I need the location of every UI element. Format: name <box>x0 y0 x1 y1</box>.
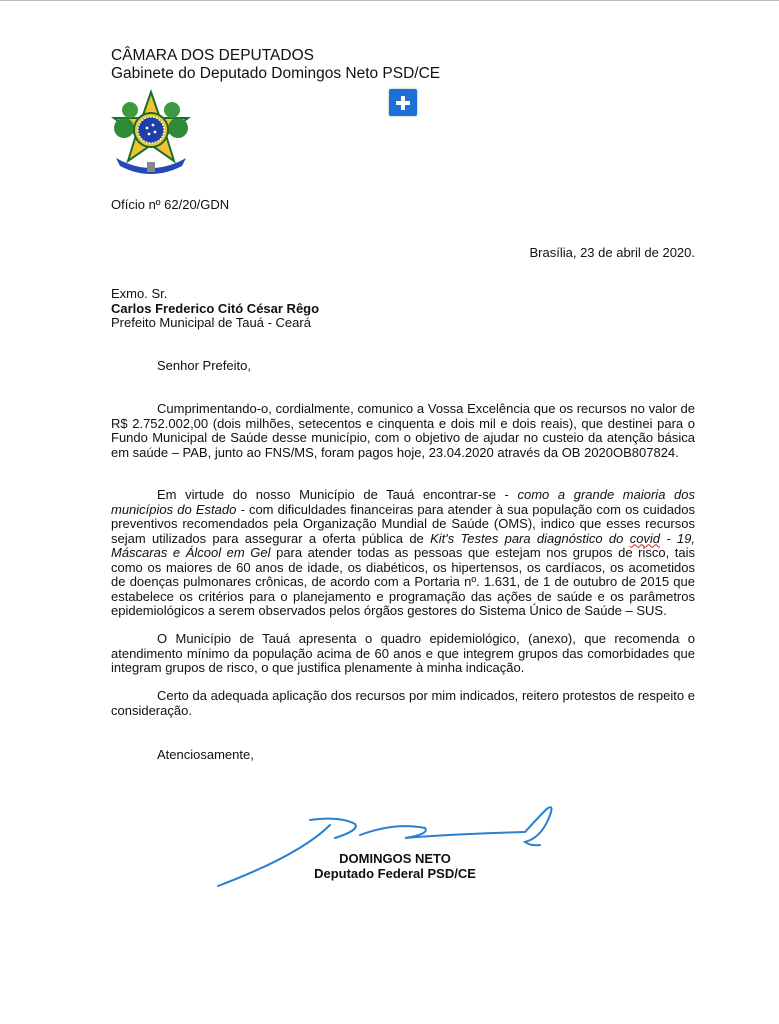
spellcheck-flagged-word: covid <box>629 530 661 546</box>
closing: Atenciosamente, <box>157 747 254 762</box>
paragraph-2: Em virtude do nosso Município de Tauá encontrar-se - como a grande maioria dos municípios do Estado - com dificuldades financeiras para atender à sua população com os cuidados preventivos recomendados pela Organização Mundial de Saúde (OMS), indico que esses recursos sejam utilizados para assegurar a oferta pública de Kit's Testes para diagnóstico do covid - 19, Máscaras e Álcool em Gel para atender todas as pessoas que estejam nos grupos de risco, tais como os maiores de 60 anos de idade, os diabéticos, os hipertensos, os cardíacos, os acometidos de doenças pulmonares crônicas, de acordo com a Portaria nº. 1.631, de 1 de outubro de 2015 que estabelece os critérios para o planejamento e programação das ações de saúde e os parâmetros epidemiológicos a serem observados pelos órgãos gestores do Sistema Único de Saúde – SUS. <box>111 487 696 618</box>
institution-name: CÂMARA DOS DEPUTADOS <box>111 47 314 64</box>
page-top-border <box>0 0 779 1</box>
recipient-honorific: Exmo. Sr. <box>111 286 168 301</box>
add-button[interactable] <box>389 89 417 116</box>
recipient-title: Prefeito Municipal de Tauá - Ceará <box>111 315 311 330</box>
signatory-role: Deputado Federal PSD/CE <box>314 866 476 881</box>
coat-of-arms-icon <box>110 88 192 178</box>
salutation: Senhor Prefeito, <box>157 358 251 373</box>
recipient-name: Carlos Frederico Citó César Rêgo <box>111 300 320 316</box>
recipient-block <box>111 287 319 331</box>
office-name: Gabinete do Deputado Domingos Neto PSD/CE <box>111 65 441 82</box>
paragraph-4: Certo da adequada aplicação dos recursos por mim indicados, reitero protestos de respeito e consideração. <box>111 688 695 718</box>
paragraph-3: O Município de Tauá apresenta o quadro epidemiológico, (anexo), que recomenda o atendimento mínimo da população acima de 60 anos e que integrem grupos das comorbidades que integram grupos de risco, o que justifica plenamente à minha indicação. <box>111 631 695 675</box>
paragraph-1: Cumprimentando-o, cordialmente, comunico a Vossa Excelência que os recursos no valor de R$ 2.752.002,00 (dois milhões, setecentos e cinquenta e dois mil e dois reais), que destinei para o Fundo Municipal de Saúde desse município, com o objetivo de ajudar no custeio da atenção básica em saúde – PAB, junto ao FNS/MS, foram pagos hoje, 23.04.2020 através da OB 2020OB807824. <box>111 401 695 460</box>
document-reference: Ofício nº 62/20/GDN <box>111 197 230 212</box>
date-line: Brasília, 23 de abril de 2020. <box>529 245 695 260</box>
plus-icon <box>394 94 412 112</box>
signatory-name: DOMINGOS NETO <box>339 851 451 866</box>
